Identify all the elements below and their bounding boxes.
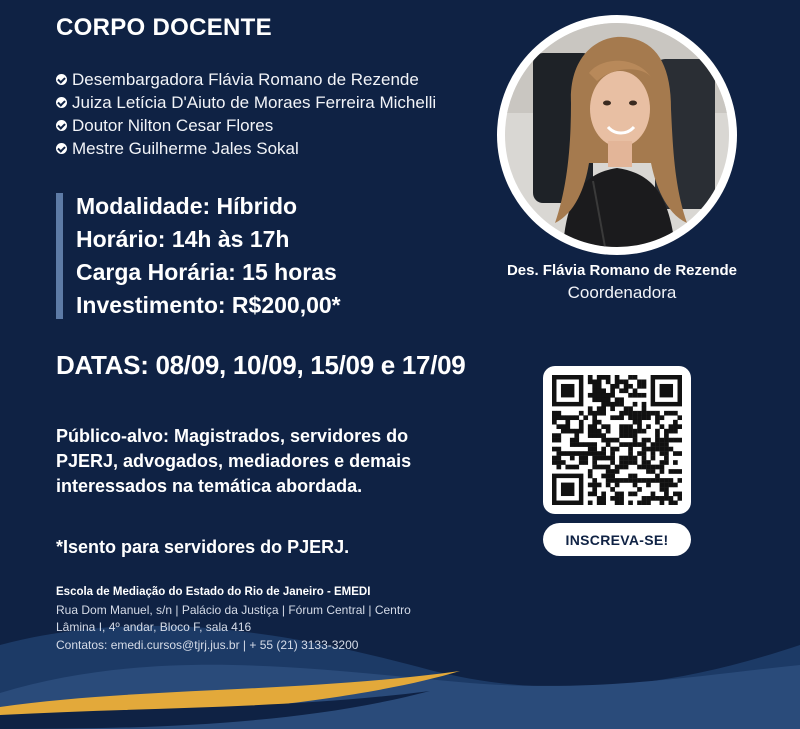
schedule: Horário: 14h às 17h xyxy=(76,226,290,252)
faculty-list xyxy=(56,68,436,160)
address-line-1: Rua Dom Manuel, s/n | Palácio da Justiça | Fórum Central | Centro xyxy=(56,602,411,617)
check-circle-icon xyxy=(56,74,67,85)
course-info xyxy=(76,190,341,322)
coordinator-name: Des. Flávia Romano de Rezende xyxy=(506,262,738,279)
qr-code-image xyxy=(552,375,682,505)
target-audience: Público-alvo: Magistrados, servidores do PJERJ, advogados, mediadores e demais interessados na temática abordada. xyxy=(56,426,412,496)
exemption-note: *Isento para servidores do PJERJ. xyxy=(56,537,350,557)
school-name: Escola de Mediação do Estado do Rio de Janeiro - EMEDI xyxy=(56,586,371,598)
faculty-name: Mestre Guilherme Jales Sokal xyxy=(72,139,299,158)
address-line-2: Lâmina I, 4º andar, Bloco F, sala 416 xyxy=(56,620,252,634)
coordinator-role: Coordenadora xyxy=(567,283,677,302)
check-circle-icon xyxy=(56,97,67,108)
faculty-item xyxy=(56,91,436,114)
faculty-item xyxy=(56,68,436,91)
footer-contact xyxy=(56,584,411,654)
register-button[interactable]: INSCREVA-SE! xyxy=(543,523,691,556)
faculty-name: Juiza Letícia D'Aiuto de Moraes Ferreira Michelli xyxy=(72,93,437,112)
price: Investimento: R$200,00* xyxy=(76,292,341,318)
info-accent-bar xyxy=(56,193,63,319)
faculty-item xyxy=(56,114,436,137)
workload: Carga Horária: 15 horas xyxy=(76,259,337,285)
faculty-name: Desembargadora Flávia Romano de Rezende xyxy=(72,70,419,89)
check-circle-icon xyxy=(56,143,67,154)
course-dates: DATAS: 08/09, 10/09, 15/09 e 17/09 xyxy=(56,350,466,380)
coordinator-photo xyxy=(505,23,729,247)
faculty-name: Doutor Nilton Cesar Flores xyxy=(72,116,274,135)
qr-code[interactable] xyxy=(543,366,691,514)
modality: Modalidade: Híbrido xyxy=(76,193,298,219)
faculty-title: CORPO DOCENTE xyxy=(56,14,272,41)
faculty-item xyxy=(56,137,436,160)
contacts: Contatos: emedi.cursos@tjrj.jus.br | + 55 (21) 3133-3200 xyxy=(56,637,359,652)
check-circle-icon xyxy=(56,120,67,131)
